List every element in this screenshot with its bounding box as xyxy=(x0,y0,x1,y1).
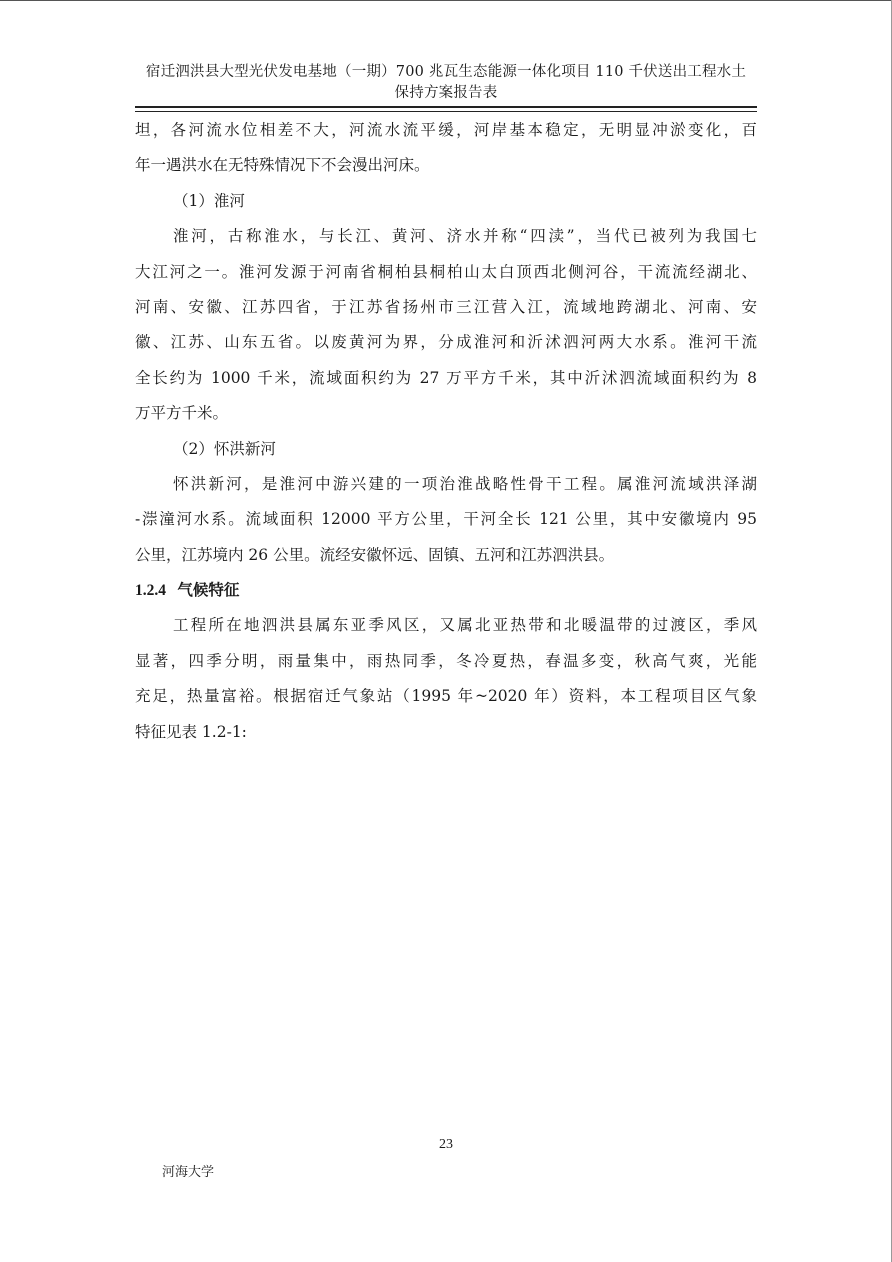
text-line: -漴潼河水系。流域面积 12000 平方公里，干河全长 121 公里，其中安徽境内 95 xyxy=(135,510,757,529)
text-line: 公里，江苏境内 26 公里。流经安徽怀远、固镇、五河和江苏泗洪县。 xyxy=(135,545,615,564)
text-line: 充足，热量富裕。根据宿迁气象站（1995 年~2020 年）资料，本工程项目区气象 xyxy=(135,687,757,706)
text-line: 工程所在地泗洪县属东亚季风区，又属北亚热带和北暖温带的过渡区，季风 xyxy=(173,616,757,635)
text-line: 河南、安徽、江苏四省，于江苏省扬州市三江营入江，流域地跨湖北、河南、安 xyxy=(135,297,757,316)
paragraph-block-rivers xyxy=(135,113,757,573)
text-line: 显著，四季分明，雨量集中，雨热同季，冬冷夏热，春温多变，秋高气爽，光能 xyxy=(135,651,757,670)
text-line: 特征见表 1.2-1: xyxy=(135,722,247,741)
text-line: 年一遇洪水在无特殊情况下不会漫出河床。 xyxy=(135,156,430,175)
header-title-line-1: 宿迁泗洪县大型光伏发电基地（一期）700 兆瓦生态能源一体化项目 110 千伏送出工程水土 xyxy=(145,64,747,80)
section-title: 气候特征 xyxy=(177,581,240,600)
text-line: 全长约为 1000 千米，流域面积约为 27 万平方千米，其中沂沭泗流域面积约为 8 xyxy=(135,368,757,387)
page-top-border xyxy=(0,0,892,1)
text-line: 怀洪新河，是淮河中游兴建的一项治淮战略性骨干工程。属淮河流域洪泽湖 xyxy=(173,474,757,493)
body-text xyxy=(135,113,757,750)
text-line: 徽、江苏、山东五省。以废黄河为界，分成淮河和沂沭泗河两大水系。淮河干流 xyxy=(135,333,757,352)
text-line: （2）怀洪新河 xyxy=(173,439,276,458)
text-line: 万平方千米。 xyxy=(135,404,229,423)
header-rule-thin xyxy=(135,111,757,112)
paragraph-block-climate xyxy=(135,608,757,750)
page-number: 23 xyxy=(439,1137,453,1152)
text-line: 淮河，古称淮水，与长江、黄河、济水并称“四渎”，当代已被列为我国七 xyxy=(173,227,757,246)
section-number: 1.2.4 xyxy=(135,582,166,600)
header-title-line-2: 保持方案报告表 xyxy=(394,85,498,101)
text-line: （1）淮河 xyxy=(173,191,245,210)
text-line: 大江河之一。淮河发源于河南省桐柏县桐柏山太白顶西北侧河谷，干流流经湖北、 xyxy=(135,262,757,281)
footer-institution: 河海大学 xyxy=(162,1165,215,1180)
header-rule-thick xyxy=(135,106,757,108)
document-header xyxy=(135,62,757,104)
text-line: 坦，各河流水位相差不大，河流水流平缓，河岸基本稳定，无明显冲淤变化，百 xyxy=(135,121,757,139)
section-heading xyxy=(135,573,757,608)
